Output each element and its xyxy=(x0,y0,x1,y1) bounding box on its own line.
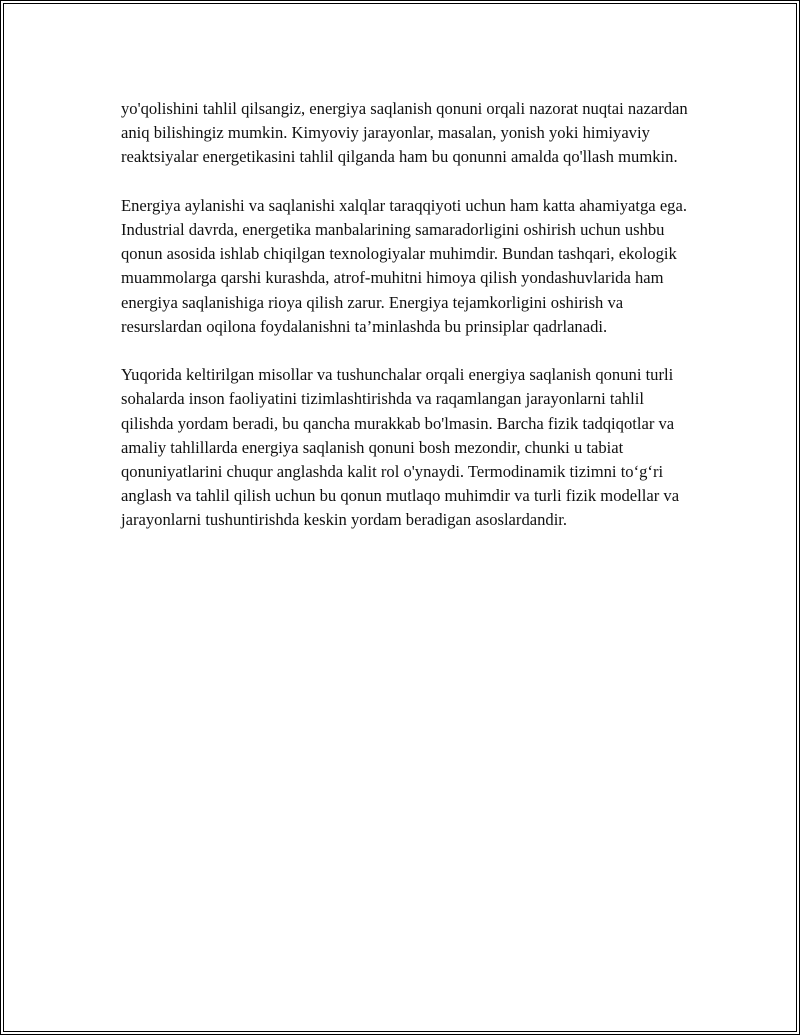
paragraph: Energiya aylanishi va saqlanishi xalqlar taraqqiyoti uchun ham katta ahamiyatga ega. Industrial davrda, energetika manbalarining samaradorligini oshirish uchun ushbu qonun asosida ishlab chiqilgan texnologiyalar muhimdir. Bundan tashqari, ekologik muammolarga qarshi kurashda, atrof-muhitni himoya qilish yondashuvlarida ham energiya saqlanishiga rioya qilish zarur. Energiya tejamkorligini oshirish va resurslardan oqilona foydalanishni ta’minlashda bu prinsiplar qadrlanadi. xyxy=(121,195,687,336)
paragraph: yo'qolishini tahlil qilsangiz, energiya saqlanish qonuni orqali nazorat nuqtai nazardan aniq bilishingiz mumkin. Kimyoviy jarayonlar, masalan, yonish yoki himiyaviy reaktsiyalar energetikasini tahlil qilganda ham bu qonunni amalda qo'llash mumkin. xyxy=(121,99,688,167)
paragraph: Yuqorida keltirilgan misollar va tushunchalar orqali energiya saqlanish qonuni turli sohalarda inson faoliyatini tizimlashtirishda va raqamlangan jarayonlarni tahlil qilishda yordam beradi, bu qancha murakkab bo'lmasin. Barcha fizik tadqiqotlar va amaliy tahlillarda energiya saqlanish qonuni bosh mezondir, chunki u tabiat qonuniyatlarini chuqur anglashda kalit rol o'ynaydi. Termodinamik tizimni to‘g‘ri anglash va tahlil qilish uchun bu qonun mutlaqo muhimdir va turli fizik modellar va jarayonlarni tushuntirishda keskin yordam beradigan asoslardandir. xyxy=(121,365,680,530)
document-body xyxy=(121,97,696,557)
